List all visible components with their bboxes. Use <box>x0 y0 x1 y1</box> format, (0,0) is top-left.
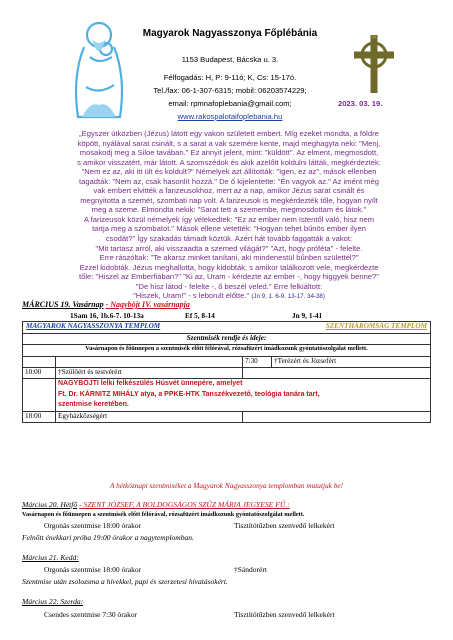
gospel-line: vak embert elvitték a farizeusokhoz, mert az a nap, amikor Jézus sarat csinált és <box>93 186 365 196</box>
gospel-line: tőle: "Hiszel az Emberfiában?" "Ki az, Uram - kérdezte az ember -, hogy higgyek benne?" <box>79 272 379 282</box>
office-hours: Félfogadás: H, P: 9-11ó; K, Cs: 15-17ó. <box>163 73 297 82</box>
tuesday-intention: †Sándorért <box>234 565 267 574</box>
gospel-line: "De hisz látod - felelte -, ő beszél veled." Erre felkiáltott: <box>135 281 323 291</box>
monday-feast: - SZENT JÓZSEF, A BOLDOGSÁGOS SZŰZ MÁRIA JEGYESE FŰ.: <box>79 500 290 509</box>
monday-heading <box>22 500 290 509</box>
reading-3: Jn 9, 1-41 <box>292 311 323 320</box>
email-line: email: rpmnafoplebania@gmail.com; <box>168 99 292 108</box>
lent-retreat <box>56 379 431 412</box>
row1-rtext: †Terézért és Józsefért <box>272 357 431 368</box>
row1-time <box>23 357 56 368</box>
church-right: SZENTHÁROMSÁG TEMPLOM <box>325 322 427 330</box>
gospel-line: köpött, nyálával sarat csinált, s a sarat a vak szemére kente, majd meghagyta neki: "Menj, <box>77 138 381 148</box>
gospel-line: megnyitotta a szemét, szombati nap volt. A farizeusok is megkérdezték tőle, hogyan nyílt <box>80 195 378 205</box>
gospel-line: s amikor visszatért, már látott. A szomszédok és akik azelőtt koldulni látták, megkérdezték: <box>77 157 381 167</box>
evening-text: Egyházközségért <box>56 412 243 423</box>
gospel-line: csodát?" Így szakadás támadt köztük. Azért hát tovább faggatták a vakot: <box>105 234 353 244</box>
gospel-last-text: "Hiszek, Uram!" - s leborult előtte." <box>133 291 250 301</box>
row1-text <box>56 357 243 368</box>
parish-title: Magyarok Nagyasszonya Főplébánia <box>142 28 318 39</box>
row2-time: 10:00 <box>23 368 56 379</box>
issue-date: 2023. 03. 19. <box>338 99 383 108</box>
gospel-line: mosakodj meg a Siloe tavában." Ez annyit jelent, mint: "küldött". Az elment, megmosdott, <box>79 148 379 158</box>
sunday-heading <box>22 300 190 309</box>
gospel-line: meg a szeme. Elmondta nekik: "Sarat tett a szemembe, megmosdottam és látok." <box>91 205 367 215</box>
gospel-line: A farizeusok közül némelyek így vélekedtek: "Ez az ember nem Istentől való, hisz nem <box>83 214 375 224</box>
gospel-line: „Egyszer útközben (Jézus) látott egy vakon született embert. Míg ezeket mondta, a földre <box>79 129 379 138</box>
gospel-line: tagadták: "Nem az, csak hasonlít hozzá." De ő kijelentette: "Én vagyok az." Az imént még <box>79 176 379 186</box>
sunday-table <box>22 321 431 423</box>
gospel-line: Erre rászóltak: "Te akarsz minket tanítani, aki mindenestül bűnben születtél?" <box>99 253 359 263</box>
website-link[interactable]: www.rakospalotaifoplebania.hu <box>177 112 283 121</box>
reading-1: 1Sam 16, 1b.6-7. 10-13a <box>70 311 144 320</box>
row1-rtime: 7:30 <box>243 357 272 368</box>
parish-address: 1153 Budapest, Bácska u. 3. <box>181 55 279 64</box>
sunday-date: MÁRCIUS 19. Vasárnap <box>22 300 104 309</box>
retreat-line-1: NAGYBÖJTI lelki felkészülés Húsvét ünnepére, amelyet <box>58 380 243 387</box>
weekday-mass-note: A hétköznapi szentmiséket a Magyarok Nagyasszonya templomban mutatjuk be! <box>109 481 344 490</box>
gospel-line: "Nem ez az, aki itt ült és koldult?" Némelyek azt állították: "Igen, ez az", mások ellenben <box>81 167 377 177</box>
reading-2: Ef 5, 8-14 <box>185 311 215 320</box>
wednesday-date: Március 22. Szerda: <box>22 597 84 606</box>
tuesday-mass: Orgonás szentmise 18:00 órakor <box>44 565 142 574</box>
gospel-reference: (Jn 9, 1. 6-9. 13-17. 34-38) <box>251 293 325 301</box>
retreat-line-3: szentmise keretében. <box>58 401 129 408</box>
celtic-cross-icon <box>354 35 394 93</box>
monday-mass: Orgonás szentmise 18:00 órakor <box>44 521 142 530</box>
madonna-logo <box>62 17 136 121</box>
gospel-line: Ezzel kidobták. Jézus meghallotta, hogy kidobták, s amikor találkozott vele, megkérdezte <box>79 262 379 272</box>
wednesday-mass: Csendes szentmise 7:30 órakor <box>44 610 138 619</box>
evening-time: 18:00 <box>23 412 56 423</box>
monday-intention: Tisztítótűzben szenvedő lelkekért <box>234 521 335 530</box>
mass-order: Szentmisék rendje és ideje: <box>23 334 431 345</box>
church-left: MAGYAROK NAGYASSZONYA TEMPLOM <box>26 322 161 330</box>
tuesday-date: Március 21. Kedd: <box>22 553 79 562</box>
row2-text: †Szülőért és testvérért <box>56 368 243 379</box>
gospel-line: tartja meg a szombatot." Mások ellene vetették: "Hogyan tehet bűnös ember ilyen <box>92 224 366 234</box>
monday-extra: Felnőtt énekkari próba 19:00 órakor a nagytemplomban. <box>22 533 194 542</box>
confession-note: Vasárnapon és főünnepen a szentmisék előtt félórával, rózsafüzért imádkozunk gyóntatószolgálat mellett. <box>23 345 431 357</box>
sunday-name: - Nagyböjt IV. vasárnapja <box>105 300 190 309</box>
phone-line: Tel./fax: 06-1-307-6315; mobil: 06203574229; <box>153 86 307 95</box>
tuesday-extra: Szentmise után zsolozsma a hívekkel, papi és szerzetesi hivatásokért. <box>22 577 228 586</box>
retreat-line-2: Ft. Dr. KÁRNITZ MIHÁLY atya, a PPKE-HTK Tanszékvezető, teológia tanára tart, <box>58 390 320 398</box>
monday-note: Vasárnapon és főünnepen a szentmisék előtt félórával, rózsafüzért imádkozunk gyóntatószolgálat mellett. <box>22 511 305 518</box>
wednesday-intention: Tisztítótűzben szenvedő lelkekért <box>234 610 335 619</box>
gospel-quote <box>24 129 434 302</box>
gospel-line: "Mit tartasz arról, aki visszaadta a szemed világát?" "Azt, hogy próféta" - felelte. <box>95 243 363 253</box>
monday-date: Március 20. Hétfő <box>22 500 78 509</box>
